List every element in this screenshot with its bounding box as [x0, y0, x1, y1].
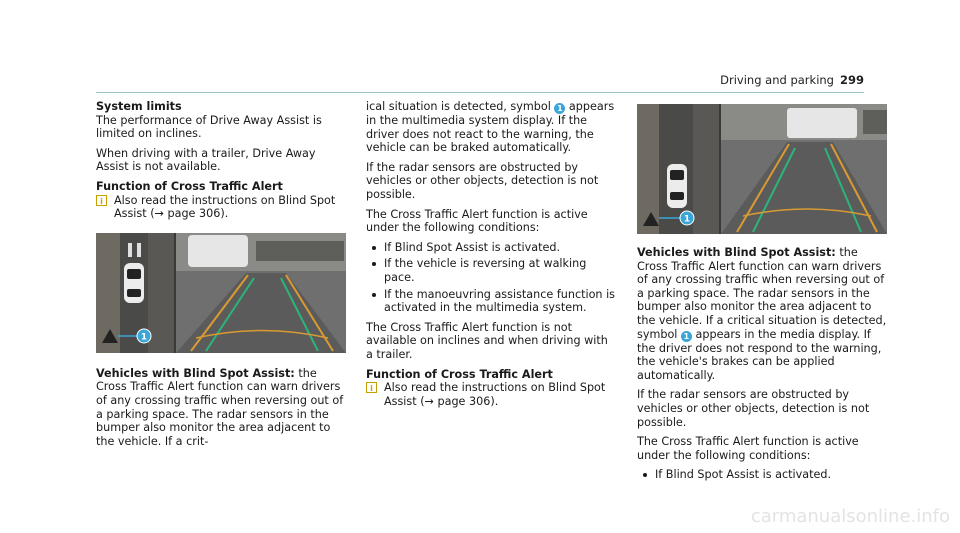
note: [366, 381, 616, 408]
page-header: [96, 70, 864, 93]
camera-view-image: [637, 104, 887, 234]
list-item-text: If Blind Spot Assist is activated.: [655, 468, 832, 482]
list-item: [366, 241, 616, 255]
paragraph-conditions: The Cross Traffic Alert function is active under the following conditions:: [366, 207, 588, 235]
camera-figure-1: [96, 233, 346, 353]
lead-bold: Vehicles with Blind Spot Assist:: [96, 366, 295, 380]
bullet-icon: [372, 246, 376, 250]
paragraph-obstructed: If the radar sensors are obstructed by vehicles or other objects, detection is not possible.: [637, 388, 870, 429]
column-3: [637, 100, 887, 488]
figure-symbol-1: 1: [683, 214, 691, 225]
note-text: Also read the instructions on Blind Spot Assist (→ page 306).: [114, 193, 336, 221]
bullet-icon: [372, 293, 376, 297]
conditions-list: [637, 468, 887, 482]
paragraph-inclines: The performance of Drive Away Assist is limited on inclines.: [96, 113, 322, 141]
heading-cross-traffic: Function of Cross Traffic Alert: [366, 367, 553, 381]
page-number: 299: [839, 73, 864, 87]
lead-bold: Vehicles with Blind Spot Assist:: [637, 246, 836, 259]
note: [96, 194, 346, 221]
critical-text-a: ical situation is detected, symbol: [366, 100, 555, 113]
bullet-icon: [372, 262, 376, 266]
conditions-list: [366, 241, 616, 315]
paragraph-critical: [366, 100, 616, 155]
paragraph-obstructed: If the radar sensors are obstructed by vehicles or other objects, detection is not possible.: [366, 160, 599, 201]
info-icon: i: [366, 382, 377, 393]
paragraph-blind-spot: [637, 246, 887, 382]
header-text: [720, 73, 864, 87]
list-item: [366, 288, 616, 315]
lead-text: the Cross Traffic Alert function can warn drivers of any crossing traffic when reversing out of a parking space. The radar sensors in the bumper also monitor the area adjacent to the vehicle. If a critical situation is detected, symbol: [637, 246, 887, 341]
list-item-text: If Blind Spot Assist is activated.: [384, 240, 561, 254]
camera-figure-2: [637, 104, 887, 234]
watermark: carmanualsonline.info: [750, 506, 950, 527]
symbol-1-badge: 1: [554, 103, 565, 114]
column-1: [96, 100, 346, 454]
bullet-icon: [643, 473, 647, 477]
heading-system-limits: System limits: [96, 100, 182, 113]
figure-symbol-1: 1: [140, 332, 148, 343]
section-title: Driving and parking: [720, 73, 834, 87]
list-item: [366, 257, 616, 284]
list-item-text: If the vehicle is reversing at walking pace.: [384, 257, 587, 284]
paragraph-not-available: The Cross Traffic Alert function is not available on inclines and when driving with a trailer.: [366, 320, 608, 361]
note-text: Also read the instructions on Blind Spot Assist (→ page 306).: [384, 381, 606, 408]
paragraph-trailer: When driving with a trailer, Drive Away Assist is not available.: [96, 146, 316, 174]
lead-text-2: appears in the media display. If the driver does not respond to the warning, the vehicle's brakes can be applied automatically.: [637, 327, 882, 382]
heading-cross-traffic: Function of Cross Traffic Alert: [96, 179, 283, 193]
list-item: [637, 468, 887, 482]
paragraph-conditions: The Cross Traffic Alert function is active under the following conditions:: [637, 435, 859, 462]
lead-text: the Cross Traffic Alert function can warn drivers of any crossing traffic when reversing out of a parking space. The radar sensors in the bumper also monitor the area adjacent to the vehicle. If a crit-: [96, 366, 344, 448]
critical-text-b: appears in the multimedia system display. If the driver does not react to the warning, the vehicle can be braked automatically.: [366, 100, 615, 155]
camera-view-image: [96, 233, 346, 353]
paragraph-blind-spot: [96, 367, 346, 449]
column-2: [366, 100, 616, 414]
info-icon: i: [96, 195, 107, 206]
symbol-1-badge: 1: [681, 331, 692, 342]
list-item-text: If the manoeuvring assistance function is activated in the multimedia system.: [384, 287, 616, 315]
